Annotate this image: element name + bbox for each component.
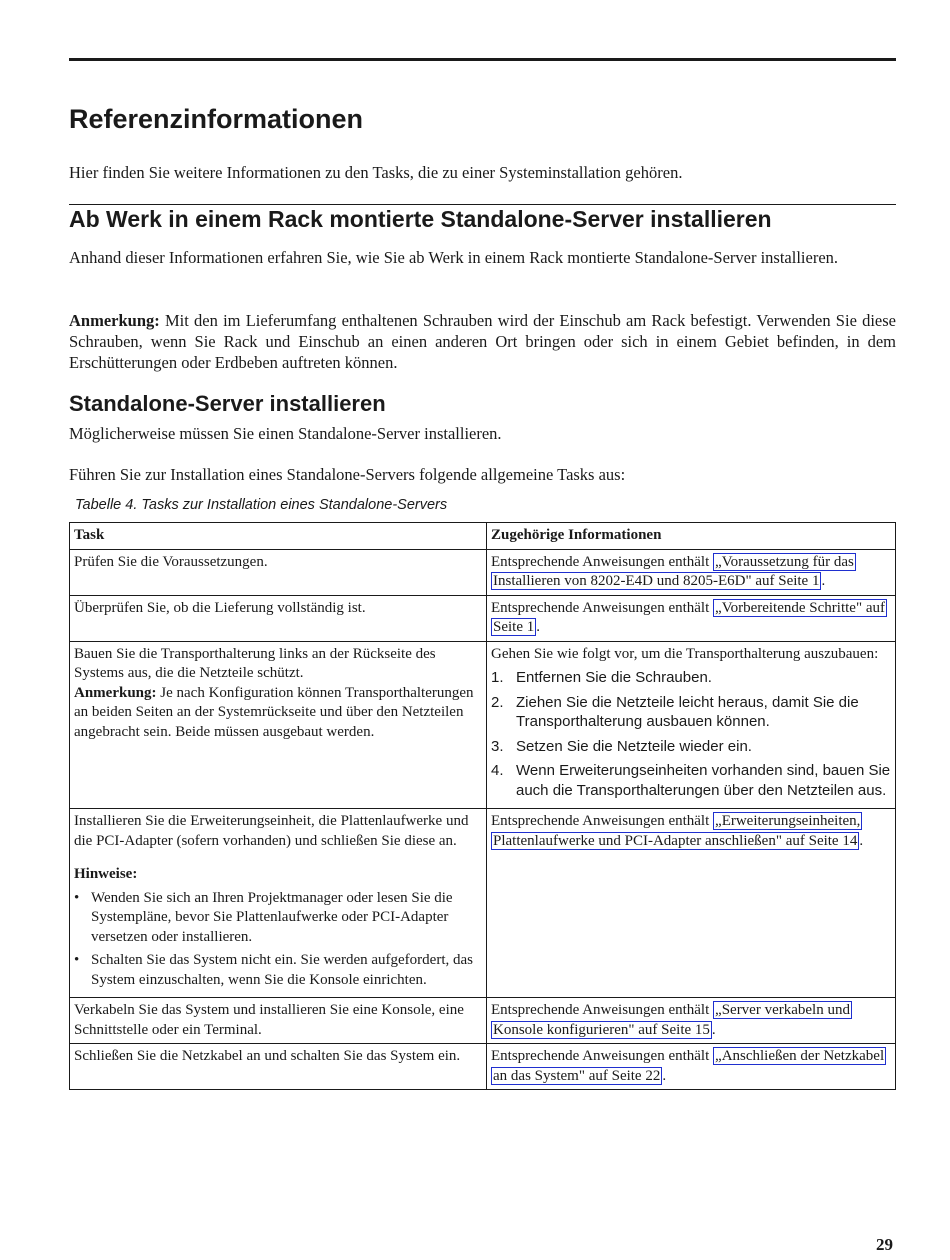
step-item (491, 668, 891, 688)
table-caption: Tabelle 4. Tasks zur Installation eines Standalone-Servers (75, 497, 448, 513)
table-header-row (70, 523, 896, 550)
reference-link[interactable]: „Erweiterungseinheiten, Plattenlaufwerke und PCI-Adapter anschließen" auf Seite 14 (493, 813, 861, 849)
top-rule (69, 58, 896, 61)
info-prefix: Entsprechende Anweisungen enthält (491, 1002, 714, 1018)
tasks-table (69, 522, 896, 1090)
hints-list (74, 889, 482, 991)
step-item (491, 693, 891, 732)
info-cell (487, 809, 896, 998)
task-note-label: Anmerkung: (74, 684, 157, 701)
info-suffix: . (859, 832, 864, 849)
hint-text: Schalten Sie das System nicht ein. Sie werden aufgefordert, das System einzuschalten, wenn Sie die Konsole einrichten. (91, 952, 473, 988)
info-suffix: . (821, 573, 826, 589)
hint-item (74, 951, 482, 990)
reference-link[interactable]: „Vorbereitende Schritte" auf Seite 1 (493, 599, 885, 635)
step-item (491, 761, 891, 800)
info-cell (487, 549, 896, 595)
intro-paragraph: Hier finden Sie weitere Informationen zu den Tasks, die zu einer Systeminstallation gehören. (69, 163, 683, 182)
info-cell (487, 998, 896, 1044)
task-cell (70, 809, 487, 998)
info-suffix: . (662, 1067, 667, 1084)
info-prefix: Entsprechende Anweisungen enthält (491, 813, 714, 829)
table-row (70, 1044, 896, 1090)
page-title: Referenzinformationen (69, 104, 364, 134)
step-item (491, 737, 891, 757)
hint-item (74, 889, 482, 948)
step-number: 1. (491, 669, 504, 686)
step-text: Wenn Erweiterungseinheiten vorhanden sind, bauen Sie auch die Transporthalterungen über den Netzteilen aus. (516, 762, 891, 799)
section-heading-rack: Ab Werk in einem Rack montierte Standalone-Server installieren (69, 206, 772, 232)
step-number: 4. (491, 762, 504, 779)
bullet-icon: • (74, 952, 80, 968)
reference-link[interactable]: „Server verkabeln und Konsole konfigurieren" auf Seite 15 (493, 1002, 850, 1038)
info-cell (487, 1044, 896, 1090)
reference-link[interactable]: „Anschließen der Netzkabel an das System" auf Seite 22 (493, 1048, 885, 1084)
table-row (70, 809, 896, 998)
table-header-task: Task (70, 523, 487, 550)
info-prefix: Entsprechende Anweisungen enthält (491, 599, 714, 616)
task-cell: Verkabeln Sie das System und installieren Sie eine Konsole, eine Schnittstelle oder ein Terminal. (70, 998, 487, 1044)
steps-list (491, 668, 891, 800)
info-suffix: . (711, 1021, 716, 1038)
info-intro: Gehen Sie wie folgt vor, um die Transporthalterung auszubauen: (491, 645, 879, 662)
section-rule (69, 204, 896, 205)
hints-label: Hinweise: (74, 866, 138, 882)
info-prefix: Entsprechende Anweisungen enthält (491, 553, 714, 570)
standalone-paragraph-2: Führen Sie zur Installation eines Standalone-Servers folgende allgemeine Tasks aus: (69, 465, 626, 484)
table-row (70, 595, 896, 641)
info-prefix: Entsprechende Anweisungen enthält (491, 1048, 714, 1064)
info-cell (487, 595, 896, 641)
task-cell (70, 641, 487, 809)
note-text: Mit den im Lieferumfang enthaltenen Schrauben wird der Einschub am Rack befestigt. Verwenden Sie diese Schrauben, wenn Sie Rack und Einschub an einen anderen Ort bringen oder sich in einem Gebiet befinden, in dem Erschütterungen oder Erdbeben auftreten können. (69, 311, 896, 372)
task-cell: Schließen Sie die Netzkabel an und schalten Sie das System ein. (70, 1044, 487, 1090)
task-text: Installieren Sie die Erweiterungseinheit, die Plattenlaufwerke und die PCI-Adapter (sofern vorhanden) und schließen Sie diese an. (74, 813, 469, 849)
hint-text: Wenden Sie sich an Ihren Projektmanager oder lesen Sie die Systempläne, bevor Sie Plattenlaufwerke oder PCI-Adapter versetzen oder installieren. (91, 889, 453, 945)
step-text: Entfernen Sie die Schrauben. (516, 669, 712, 686)
standalone-paragraph-1: Möglicherweise müssen Sie einen Standalone-Server installieren. (69, 424, 502, 443)
note-label: Anmerkung: (69, 311, 160, 330)
note-paragraph (69, 310, 896, 373)
step-number: 3. (491, 737, 504, 755)
section-rack-paragraph: Anhand dieser Informationen erfahren Sie, wie Sie ab Werk in einem Rack montierte Standalone-Server installieren. (69, 248, 839, 267)
info-suffix: . (536, 619, 540, 635)
section-heading-standalone: Standalone-Server installieren (69, 391, 386, 416)
reference-link[interactable]: „Voraussetzung für das Installieren von 8202-E4D und 8205-E6D" auf Seite 1 (493, 553, 854, 589)
table-row (70, 549, 896, 595)
task-cell: Überprüfen Sie, ob die Lieferung vollständig ist. (70, 595, 487, 641)
table-row (70, 641, 896, 809)
table-header-info: Zugehörige Informationen (487, 523, 896, 550)
step-number: 2. (491, 693, 504, 711)
bullet-icon: • (74, 889, 80, 906)
step-text: Ziehen Sie die Netzteile leicht heraus, damit Sie die Transporthalterung ausbauen können. (516, 693, 859, 730)
table-row (70, 998, 896, 1044)
task-note-text: Je nach Konfiguration können Transporthalterungen an beiden Seiten an der Systemrückseite und über den Netzteilen angebracht sein. Beide müssen ausgebaut werden. (74, 684, 474, 740)
task-text: Bauen Sie die Transporthalterung links an der Rückseite des Systems aus, die die Netzteile schützt. (74, 645, 436, 681)
task-cell: Prüfen Sie die Voraussetzungen. (70, 549, 487, 595)
page-number: 29 (876, 1235, 893, 1254)
info-cell (487, 641, 896, 809)
step-text: Setzen Sie die Netzteile wieder ein. (516, 737, 752, 755)
